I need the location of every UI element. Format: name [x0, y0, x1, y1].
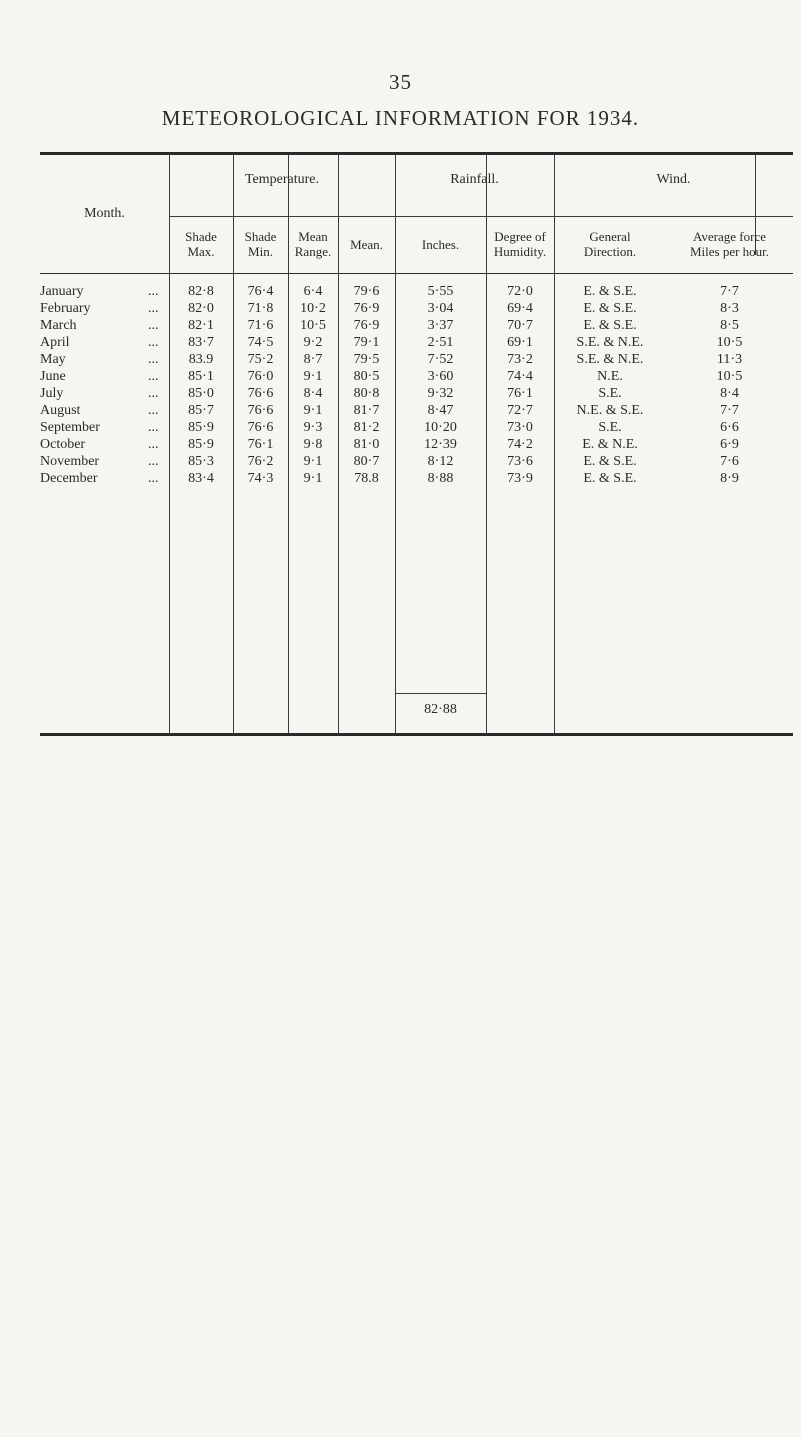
table-row — [40, 437, 793, 454]
row-leader-dots: ... — [148, 454, 159, 469]
cell-range: 10·2 — [300, 301, 326, 316]
cell-direction: S.E. & N.E. — [576, 352, 644, 367]
table-row — [40, 318, 793, 335]
cell-humidity: 74·4 — [507, 369, 533, 384]
cell-max: 82·8 — [188, 284, 214, 299]
cell-max: 85·1 — [188, 369, 214, 384]
header-direction-line1: General — [589, 229, 631, 244]
table-row — [40, 335, 793, 352]
table-row — [40, 471, 793, 488]
cell-force: 10·5 — [716, 335, 743, 350]
cell-inches: 5·55 — [427, 284, 454, 299]
cell-range: 9·1 — [303, 403, 323, 418]
rainfall-total: 82·88 — [424, 702, 457, 717]
cell-force: 8·9 — [720, 471, 739, 486]
table-row — [40, 369, 793, 386]
row-leader-dots: ... — [148, 420, 159, 435]
cell-inches: 8·12 — [427, 454, 454, 469]
header-shade-min — [233, 229, 288, 259]
cell-range: 9·3 — [303, 420, 323, 435]
cell-inches: 3·04 — [427, 301, 454, 316]
cell-mean: 81·7 — [353, 403, 380, 418]
cell-mean: 80·7 — [353, 454, 380, 469]
cell-humidity: 70·7 — [507, 318, 533, 333]
header-force-line1: Average force — [692, 229, 766, 244]
cell-mean: 79·1 — [353, 335, 380, 350]
cell-humidity: 69·4 — [507, 301, 533, 316]
cell-min: 76·6 — [247, 403, 274, 418]
row-leader-dots: ... — [148, 352, 159, 367]
header-direction-line2: Direction. — [583, 244, 637, 259]
cell-inches: 7·52 — [427, 352, 454, 367]
cell-humidity: 73·9 — [507, 471, 533, 486]
header-temperature: Temperature. — [244, 172, 320, 187]
cell-min: 76·1 — [247, 437, 274, 452]
row-month: November — [40, 454, 100, 469]
cell-force: 10·5 — [716, 369, 743, 384]
cell-mean: 80·5 — [353, 369, 380, 384]
row-leader-dots: ... — [148, 369, 159, 384]
table-top-rule — [40, 152, 793, 155]
header-humidity-line1: Degree of — [494, 229, 546, 244]
row-month: May — [40, 352, 66, 367]
cell-mean: 80·8 — [353, 386, 380, 401]
table-row — [40, 386, 793, 403]
cell-mean: 81·0 — [353, 437, 380, 452]
row-month: December — [40, 471, 98, 486]
cell-direction: N.E. & S.E. — [576, 403, 644, 418]
cell-max: 83·7 — [188, 335, 214, 350]
rainfall-group-rule — [395, 216, 554, 217]
cell-mean: 76·9 — [353, 318, 380, 333]
cell-humidity: 73·0 — [507, 420, 533, 435]
cell-direction: E. & S.E. — [583, 454, 637, 469]
cell-min: 71·6 — [247, 318, 274, 333]
cell-max: 85·9 — [188, 420, 214, 435]
row-leader-dots: ... — [148, 437, 159, 452]
wind-group-rule — [554, 216, 793, 217]
cell-inches: 9·32 — [427, 386, 454, 401]
cell-direction: E. & S.E. — [583, 301, 637, 316]
cell-direction: E. & S.E. — [583, 471, 637, 486]
cell-range: 9·1 — [303, 471, 323, 486]
table-row — [40, 352, 793, 369]
cell-range: 6·4 — [303, 284, 323, 299]
page-title: METEOROLOGICAL INFORMATION FOR 1934. — [161, 106, 640, 130]
row-month: January — [40, 284, 84, 299]
cell-direction: E. & N.E. — [582, 437, 638, 452]
cell-min: 71·8 — [247, 301, 274, 316]
header-shade-min-line1: Shade — [244, 229, 277, 244]
cell-direction: N.E. — [597, 369, 623, 384]
row-leader-dots: ... — [148, 386, 159, 401]
cell-force: 11·3 — [716, 352, 743, 367]
cell-direction: S.E. — [598, 420, 622, 435]
cell-range: 8·4 — [303, 386, 323, 401]
cell-inches: 8·47 — [427, 403, 454, 418]
cell-direction: E. & S.E. — [583, 284, 637, 299]
header-shade-max — [169, 229, 233, 259]
cell-humidity: 72·7 — [507, 403, 533, 418]
cell-humidity: 76·1 — [507, 386, 533, 401]
cell-min: 76·6 — [247, 420, 274, 435]
table-row — [40, 301, 793, 318]
cell-max: 83·4 — [188, 471, 214, 486]
page-number: 35 — [389, 70, 412, 94]
table-row — [40, 403, 793, 420]
header-humidity-line2: Humidity. — [493, 244, 547, 259]
cell-range: 9·2 — [303, 335, 323, 350]
cell-direction: S.E. & N.E. — [576, 335, 644, 350]
header-shade-min-line2: Min. — [248, 244, 273, 259]
cell-force: 8·3 — [720, 301, 739, 316]
cell-max: 83.9 — [188, 352, 214, 367]
header-direction — [554, 229, 666, 259]
cell-max: 82·0 — [188, 301, 214, 316]
cell-max: 82·1 — [188, 318, 214, 333]
row-leader-dots: ... — [148, 318, 159, 333]
cell-inches: 2·51 — [427, 335, 454, 350]
row-leader-dots: ... — [148, 284, 159, 299]
cell-range: 10·5 — [300, 318, 326, 333]
cell-direction: S.E. — [598, 386, 622, 401]
header-mean: Mean. — [350, 237, 383, 252]
cell-force: 8·5 — [720, 318, 739, 333]
row-month: July — [40, 386, 64, 401]
cell-min: 76·0 — [247, 369, 274, 384]
cell-humidity: 72·0 — [507, 284, 533, 299]
cell-mean: 79·6 — [353, 284, 380, 299]
header-inches: Inches. — [421, 237, 460, 252]
cell-direction: E. & S.E. — [583, 318, 637, 333]
row-month: February — [40, 301, 91, 316]
cell-force: 7·6 — [720, 454, 739, 469]
table-row — [40, 454, 793, 471]
cell-humidity: 73·2 — [507, 352, 533, 367]
row-leader-dots: ... — [148, 471, 159, 486]
cell-min: 76·2 — [247, 454, 274, 469]
cell-inches: 12·39 — [424, 437, 457, 452]
cell-min: 76·6 — [247, 386, 274, 401]
cell-max: 85·7 — [188, 403, 214, 418]
cell-mean: 79·5 — [353, 352, 380, 367]
header-rainfall: Rainfall. — [450, 172, 499, 187]
cell-mean: 81·2 — [353, 420, 380, 435]
header-force — [666, 229, 793, 259]
cell-force: 7·7 — [720, 284, 739, 299]
cell-min: 74·5 — [247, 335, 274, 350]
row-month: June — [40, 369, 66, 384]
cell-range: 9·8 — [303, 437, 323, 452]
header-wind: Wind. — [656, 172, 691, 187]
temperature-group-rule — [169, 216, 395, 217]
meteorological-table — [40, 152, 793, 736]
cell-mean: 76·9 — [353, 301, 380, 316]
header-mean-range — [288, 229, 338, 259]
cell-inches: 3·37 — [427, 318, 454, 333]
cell-inches: 3·60 — [427, 369, 454, 384]
row-month: March — [40, 318, 77, 333]
cell-range: 8·7 — [303, 352, 323, 367]
header-mean-range-line1: Mean — [298, 229, 328, 244]
cell-range: 9·1 — [303, 454, 323, 469]
header-shade-max-line2: Max. — [187, 244, 215, 259]
header-bottom-rule — [40, 273, 793, 274]
header-month: Month. — [84, 206, 125, 221]
table-bottom-rule — [40, 733, 793, 736]
cell-force: 6·9 — [720, 437, 739, 452]
table-row — [40, 420, 793, 437]
cell-mean: 78.8 — [354, 471, 379, 486]
cell-range: 9·1 — [303, 369, 323, 384]
cell-min: 74·3 — [247, 471, 274, 486]
header-humidity — [486, 229, 554, 259]
cell-force: 7·7 — [720, 403, 739, 418]
cell-min: 76·4 — [247, 284, 274, 299]
rainfall-total-rule — [395, 693, 486, 694]
cell-force: 8·4 — [720, 386, 739, 401]
row-leader-dots: ... — [148, 403, 159, 418]
row-month: April — [40, 335, 70, 350]
cell-force: 6·6 — [720, 420, 739, 435]
cell-max: 85·3 — [188, 454, 214, 469]
cell-max: 85·9 — [188, 437, 214, 452]
cell-min: 75·2 — [247, 352, 274, 367]
table-row — [40, 284, 793, 301]
cell-inches: 10·20 — [424, 420, 457, 435]
cell-inches: 8·88 — [427, 471, 454, 486]
row-month: September — [40, 420, 100, 435]
header-mean-range-line2: Range. — [294, 244, 332, 259]
cell-humidity: 73·6 — [507, 454, 533, 469]
header-force-line2: Miles per hour. — [689, 244, 770, 259]
header-shade-max-line1: Shade — [185, 229, 217, 244]
cell-humidity: 74·2 — [507, 437, 533, 452]
row-leader-dots: ... — [148, 301, 159, 316]
cell-humidity: 69·1 — [507, 335, 533, 350]
row-month: August — [40, 403, 81, 418]
row-month: October — [40, 437, 86, 452]
row-leader-dots: ... — [148, 335, 159, 350]
cell-max: 85·0 — [188, 386, 214, 401]
